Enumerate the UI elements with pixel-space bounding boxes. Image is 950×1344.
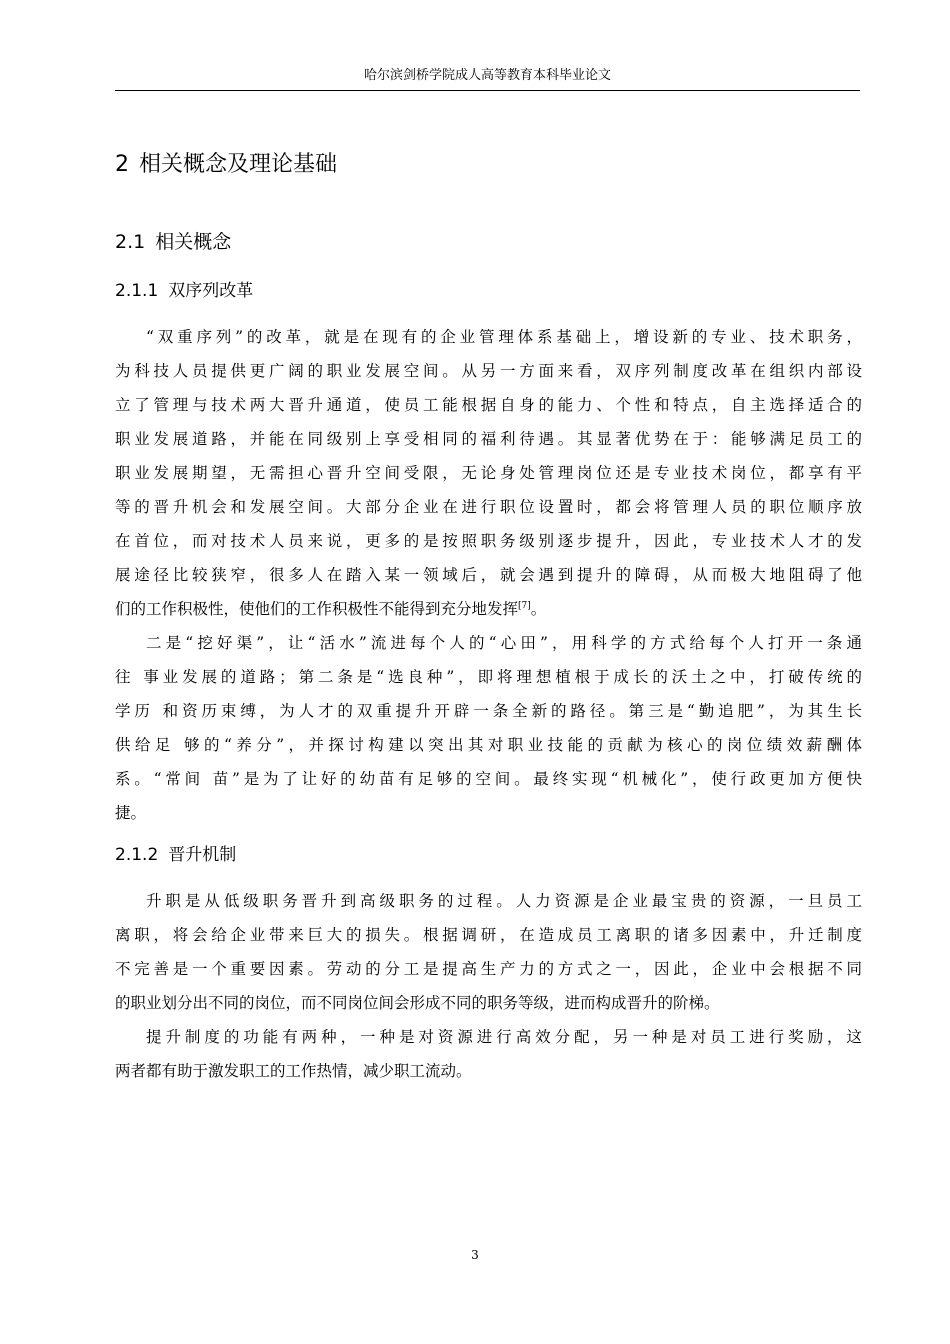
section-title: 相关概念 — [155, 231, 232, 253]
subsection-heading-1 — [115, 278, 253, 304]
paragraph-dual-sequence-1 — [115, 320, 862, 626]
text-line: “双重序列”的改革，就是在现有的企业管理体系基础上，增设新的专业、技术职务， — [146, 328, 862, 346]
text-line: 供给足 够的“养分”，并探讨构建以突出其对职业技能的贡献为核心的岗位绩效薪酬体 — [115, 736, 862, 754]
text-line: 职业发展期望，无需担心晋升空间受限，无论身处管理岗位还是专业技术岗位，都享有平 — [115, 464, 862, 482]
page-number: 3 — [471, 1248, 479, 1262]
text-line: 职业发展道路，并能在同级别上享受相同的福利待遇。其显著优势在于：能够满足员工的 — [115, 430, 862, 448]
text-line: 等的晋升机会和发展空间。大部分企业在进行职位设置时，都会将管理人员的职位顺序放 — [115, 498, 862, 516]
text-line — [115, 592, 862, 626]
subsection-title: 双序列改革 — [168, 281, 254, 301]
text-segment: 。 — [530, 600, 547, 618]
text-line: 捷。 — [115, 804, 147, 822]
text-segment: 们的工作积极性，使他们的工作积极性不能得到充分地发挥 — [115, 600, 519, 618]
citation-7: [7] — [518, 600, 531, 611]
text-line: 系。“常间 苗”是为了让好的幼苗有足够的空间。最终实现“机械化”，使行政更加方便快 — [115, 770, 862, 788]
text-line: 为科技人员提供更广阔的职业发展空间。从另一方面来看，双序列制度改革在组织内部设 — [115, 362, 862, 380]
text-line: 展途径比较狭窄，很多人在踏入某一领域后，就会遇到提升的障碍，从而极大地阻碍了他 — [115, 566, 862, 584]
text-line: 不完善是一个重要因素。劳动的分工是提高生产力的方式之一，因此，企业中会根据不同 — [115, 960, 862, 978]
text-line: 学历 和资历束缚，为人才的双重提升开辟一条全新的路径。第三是“勤追肥”，为其生长 — [115, 702, 862, 720]
chapter-number: 2 — [115, 152, 129, 177]
text-line: 往 事业发展的道路；第二条是“选良种”，即将理想植根于成长的沃土之中，打破传统的 — [115, 668, 862, 686]
chapter-title: 相关概念及理论基础 — [139, 152, 338, 177]
text-line: 立了管理与技术两大晋升通道，使员工能根据自身的能力、个性和特点，自主选择适合的 — [115, 396, 862, 414]
text-line: 的职业划分出不同的岗位，而不同岗位间会形成不同的职务等级，进而构成晋升的阶梯。 — [115, 994, 720, 1012]
subsection-heading-2 — [115, 842, 236, 868]
section-heading — [115, 228, 231, 256]
paragraph-promotion-2 — [115, 1020, 862, 1088]
chapter-heading — [115, 150, 337, 180]
paragraph-dual-sequence-2 — [115, 626, 862, 830]
running-header: 哈尔滨剑桥学院成人高等教育本科毕业论文 — [115, 66, 860, 91]
text-line: 提升制度的功能有两种，一种是对资源进行高效分配，另一种是对员工进行奖励，这 — [146, 1028, 862, 1046]
subsection-number: 2.1.1 — [115, 281, 159, 301]
text-line: 二是“挖好渠”，让“活水”流进每个人的“心田”，用科学的方式给每个人打开一条通 — [146, 634, 862, 652]
subsection-title: 晋升机制 — [168, 845, 237, 865]
text-line: 在首位，而对技术人员来说，更多的是按照职务级别逐步提升，因此，专业技术人才的发 — [115, 532, 862, 550]
text-line: 离职，将会给企业带来巨大的损失。根据调研，在造成员工离职的诸多因素中，升迁制度 — [115, 926, 862, 944]
text-line: 两者都有助于激发职工的工作热情，减少职工流动。 — [115, 1062, 472, 1080]
section-number: 2.1 — [115, 231, 146, 253]
paragraph-promotion-1 — [115, 884, 862, 1020]
subsection-number: 2.1.2 — [115, 845, 159, 865]
text-line: 升职是从低级职务晋升到高级职务的过程。人力资源是企业最宝贵的资源，一旦员工 — [146, 892, 862, 910]
